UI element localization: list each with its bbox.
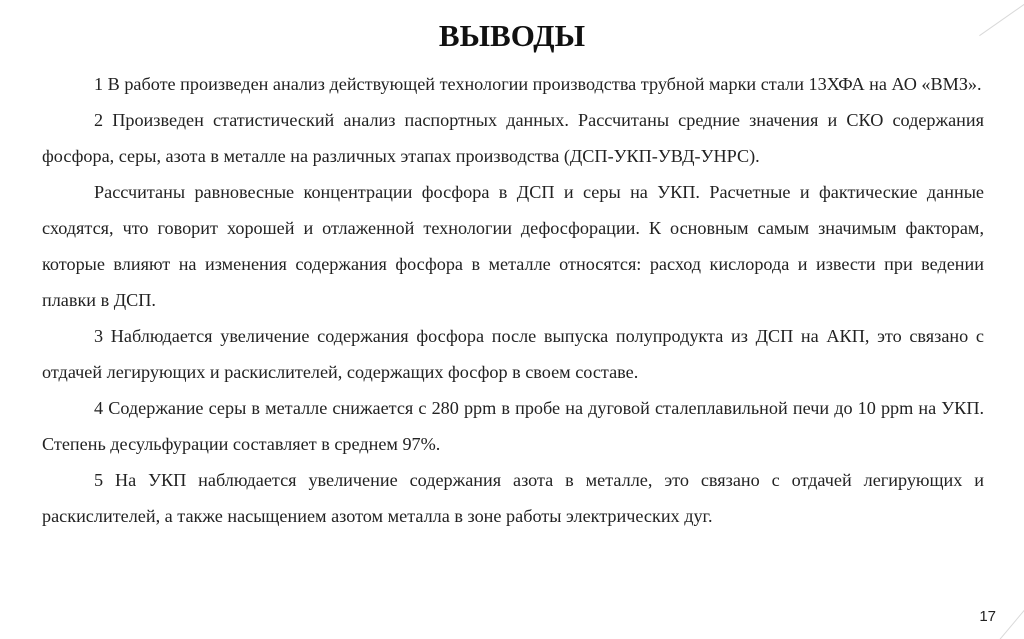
paragraph-4: 3 Наблюдается увеличение содержания фосфора после выпуска полупродукта из ДСП на АКП, это связано с отдачей легирующих и раскислителей, содержащих фосфор в своем составе. (42, 326, 984, 382)
paragraph-1: 1 В работе произведен анализ действующей технологии производства трубной марки стали 13ХФА на АО «ВМЗ». (94, 74, 982, 94)
paragraph-3: Рассчитаны равновесные концентрации фосфора в ДСП и серы на УКП. Расчетные и фактические данные сходятся, что говорит хорошей и отлаженной технологии дефосфорации. К основным самым значимым факторам, которые влияют на изменения содержания фосфора в металле относятся: расход кислорода и извести при ведении плавки в ДСП. (42, 182, 984, 310)
conclusions-text (42, 66, 984, 534)
slide-title: ВЫВОДЫ (438, 18, 586, 53)
corner-decoration-bottom (993, 609, 1024, 639)
paragraph-6: 5 На УКП наблюдается увеличение содержания азота в металле, это связано с отдачей легирующих и раскислителей, а также насыщением азотом металла в зоне работы электрических дуг. (42, 470, 984, 526)
paragraph-2: 2 Произведен статистический анализ паспортных данных. Рассчитаны средние значения и СКО содержания фосфора, серы, азота в металле на различных этапах производства (ДСП-УКП-УВД-УНРС). (42, 110, 984, 166)
page-number: 17 (979, 608, 996, 625)
paragraph-5: 4 Содержание серы в металле снижается с 280 ppm в пробе на дуговой сталеплавильной печи до 10 ppm на УКП. Степень десульфурации составляет в среднем 97%. (42, 398, 984, 454)
